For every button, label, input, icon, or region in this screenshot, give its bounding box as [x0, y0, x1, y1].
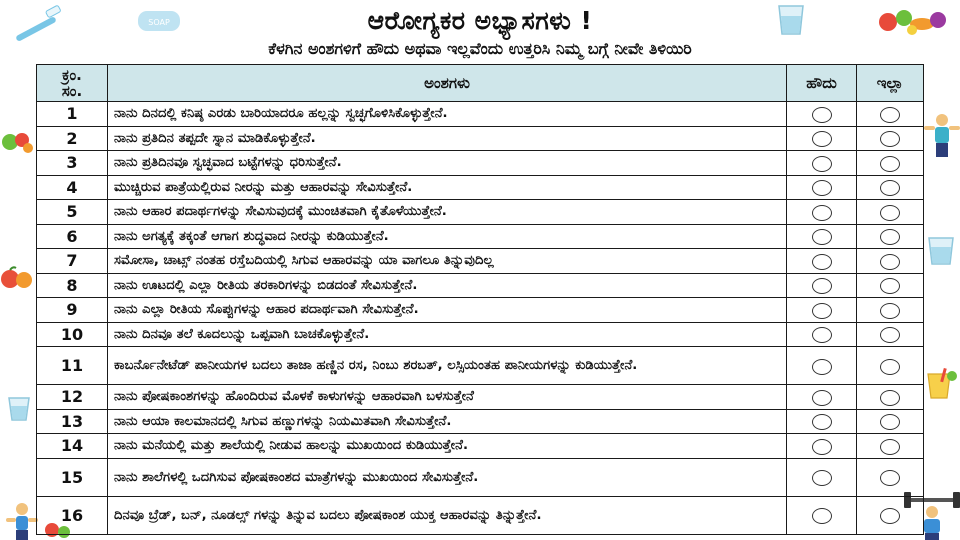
table-row	[37, 347, 924, 385]
yes-option-cell	[787, 175, 857, 200]
yes-option-cell	[787, 200, 857, 225]
row-statement: ನಾನು ಪ್ರತಿದಿನವೂ ಸ್ವಚ್ಛವಾದ ಬಟ್ಟೆಗಳನ್ನು ಧರಿಸುತ್ತೇನೆ.	[108, 151, 787, 176]
page-subtitle: ಕೆಳಗಿನ ಅಂಶಗಳಿಗೆ ಹೌದು ಅಥವಾ ಇಲ್ಲವೆಂದು ಉತ್ತರಿಸಿ ನಿಮ್ಮ ಬಗ್ಗೆ ನೀವೇ ತಿಳಿಯಿರಿ	[268, 39, 692, 58]
row-number: 1	[37, 102, 108, 127]
no-header: ಇಲ್ಲಾ	[857, 65, 924, 102]
yes-radio[interactable]	[812, 390, 832, 406]
water-glass-icon	[6, 396, 32, 422]
no-option-cell	[857, 273, 924, 298]
no-option-cell	[857, 151, 924, 176]
no-option-cell	[857, 322, 924, 347]
yes-option-cell	[787, 151, 857, 176]
no-option-cell	[857, 224, 924, 249]
table-row	[37, 322, 924, 347]
row-number: 14	[37, 434, 108, 459]
yes-radio[interactable]	[812, 414, 832, 430]
row-statement: ನಾನು ಆಹಾರ ಪದಾರ್ಥಗಳನ್ನು ಸೇವಿಸುವುದಕ್ಕೆ ಮುಂಚಿತವಾಗಿ ಕೈತೊಳೆಯುತ್ತೇನೆ.	[108, 200, 787, 225]
table-row	[37, 126, 924, 151]
yes-option-cell	[787, 322, 857, 347]
yes-option-cell	[787, 385, 857, 410]
row-number: 7	[37, 249, 108, 274]
items-header: ಅಂಶಗಳು	[108, 65, 787, 102]
yes-option-cell	[787, 458, 857, 496]
no-radio[interactable]	[880, 278, 900, 294]
no-option-cell	[857, 298, 924, 323]
table-row	[37, 298, 924, 323]
row-statement: ನಾನು ದಿನದಲ್ಲಿ ಕನಿಷ್ಠ ಎರಡು ಬಾರಿಯಾದರೂ ಹಲ್ಲನ್ನು ಸ್ವಚ್ಛಗೊಳಿಸಿಕೊಳ್ಳುತ್ತೇನೆ.	[108, 102, 787, 127]
row-number: 9	[37, 298, 108, 323]
row-number: 3	[37, 151, 108, 176]
no-radio[interactable]	[880, 254, 900, 270]
table-row	[37, 200, 924, 225]
no-radio[interactable]	[880, 508, 900, 524]
no-option-cell	[857, 496, 924, 534]
yes-radio[interactable]	[812, 278, 832, 294]
table-row	[37, 249, 924, 274]
no-option-cell	[857, 102, 924, 127]
row-statement: ಕಾಬರ್ನೊನೇಟೆಡ್ ಪಾನೀಯಗಳ ಬದಲು ತಾಜಾ ಹಣ್ಣಿನ ರಸ, ನಿಂಬು ಶರಬತ್, ಲಸ್ಸಿಯಂತಹ ಪಾನೀಯಗಳನ್ನು ಕುಡಿಯುತ್ತೇನೆ.	[108, 347, 787, 385]
yes-radio[interactable]	[812, 180, 832, 196]
row-number: 2	[37, 126, 108, 151]
yes-option-cell	[787, 102, 857, 127]
row-number: 11	[37, 347, 108, 385]
row-statement: ಮುಚ್ಚಿರುವ ಪಾತ್ರೆಯಲ್ಲಿರುವ ನೀರನ್ನು ಮತ್ತು ಆಹಾರವನ್ನು ಸೇವಿಸುತ್ತೇನೆ.	[108, 175, 787, 200]
table-row	[37, 385, 924, 410]
row-statement: ದಿನವೂ ಬ್ರೆಡ್, ಬನ್, ನೂಡಲ್ಸ್ ಗಳನ್ನು ತಿನ್ನುವ ಬದಲು ಪೋಷಕಾಂಶ ಯುಕ್ತ ಆಹಾರವನ್ನು ತಿನ್ನುತ್ತೇನೆ.	[108, 496, 787, 534]
no-radio[interactable]	[880, 359, 900, 375]
no-radio[interactable]	[880, 390, 900, 406]
habits-table	[36, 64, 924, 535]
exercise-person-icon	[924, 112, 960, 158]
row-statement: ಸಮೋಸಾ, ಚಾಟ್ಸ್ ನಂತಹ ರಸ್ತೆಬದಿಯಲ್ಲಿ ಸಿಗುವ ಆಹಾರವನ್ನು ಯಾ ವಾಗಲೂ ತಿನ್ನುವುದಿಲ್ಲ	[108, 249, 787, 274]
yes-option-cell	[787, 496, 857, 534]
row-number: 8	[37, 273, 108, 298]
no-option-cell	[857, 347, 924, 385]
yes-radio[interactable]	[812, 205, 832, 221]
row-statement: ನಾನು ದಿನವೂ ತಲೆ ಕೂದಲುನ್ನು ಒಪ್ಪವಾಗಿ ಬಾಚಕೊಳ್ಳುತ್ತೇನೆ.	[108, 322, 787, 347]
row-statement: ನಾನು ಅಗತ್ಯಕ್ಕೆ ತಕ್ಕಂತೆ ಆಗಾಗ ಶುದ್ಧವಾದ ನೀರನ್ನು ಕುಡಿಯುತ್ತೇನೆ.	[108, 224, 787, 249]
row-statement: ನಾನು ಆಯಾ ಕಾಲಮಾನದಲ್ಲಿ ಸಿಗುವ ಹಣ್ಣುಗಳನ್ನು ನಿಯಮಿತವಾಗಿ ಸೇವಿಸುತ್ತೇನೆ.	[108, 409, 787, 434]
no-radio[interactable]	[880, 131, 900, 147]
no-radio[interactable]	[880, 327, 900, 343]
row-number: 16	[37, 496, 108, 534]
table-row	[37, 458, 924, 496]
yes-option-cell	[787, 347, 857, 385]
table-row	[37, 409, 924, 434]
yes-radio[interactable]	[812, 359, 832, 375]
row-number: 15	[37, 458, 108, 496]
row-statement: ನಾನು ಊಟದಲ್ಲಿ ಎಲ್ಲಾ ರೀತಿಯ ತರಕಾರಿಗಳನ್ನು ಬಿಡದಂತೆ ಸೇವಿಸುತ್ತೇನೆ.	[108, 273, 787, 298]
table-row	[37, 273, 924, 298]
no-option-cell	[857, 458, 924, 496]
row-statement: ನಾನು ಶಾಲೆಗಳಲ್ಲಿ ಒದಗಿಸುವ ಪೋಷಕಾಂಶದ ಮಾತ್ರೆಗಳನ್ನು ಮುಖಯಿಂದ ಸೇವಿಸುತ್ತೇನೆ.	[108, 458, 787, 496]
yes-radio[interactable]	[812, 156, 832, 172]
row-statement: ನಾನು ಎಲ್ಲಾ ರೀತಿಯ ಸೊಪ್ಪುಗಳನ್ನು ಆಹಾರ ಪದಾರ್ಥವಾಗಿ ಸೇವಿಸುತ್ತೇನೆ.	[108, 298, 787, 323]
yes-radio[interactable]	[812, 508, 832, 524]
yes-radio[interactable]	[812, 229, 832, 245]
yes-radio[interactable]	[812, 254, 832, 270]
no-radio[interactable]	[880, 439, 900, 455]
table-row	[37, 175, 924, 200]
row-number: 5	[37, 200, 108, 225]
no-option-cell	[857, 200, 924, 225]
no-option-cell	[857, 409, 924, 434]
yes-radio[interactable]	[812, 131, 832, 147]
no-radio[interactable]	[880, 229, 900, 245]
row-number: 13	[37, 409, 108, 434]
no-radio[interactable]	[880, 470, 900, 486]
yes-header: ಹೌದು	[787, 65, 857, 102]
yes-radio[interactable]	[812, 327, 832, 343]
vegetables-icon	[0, 128, 34, 154]
yes-option-cell	[787, 434, 857, 459]
serial-header-line1: ಕ್ರಂ.	[62, 66, 82, 84]
no-radio[interactable]	[880, 107, 900, 123]
no-option-cell	[857, 385, 924, 410]
row-statement: ನಾನು ಪ್ರತಿದಿನ ತಪ್ಪದೇ ಸ್ನಾನ ಮಾಡಿಕೊಳ್ಳುತ್ತೇನೆ.	[108, 126, 787, 151]
table-header-row	[37, 65, 924, 102]
yes-option-cell	[787, 249, 857, 274]
serial-header-line2: ಸಂ.	[61, 82, 83, 100]
yes-option-cell	[787, 273, 857, 298]
no-option-cell	[857, 434, 924, 459]
no-radio[interactable]	[880, 156, 900, 172]
row-number: 12	[37, 385, 108, 410]
table-row	[37, 496, 924, 534]
juice-icon	[922, 368, 958, 400]
no-radio[interactable]	[880, 205, 900, 221]
yes-option-cell	[787, 224, 857, 249]
yes-option-cell	[787, 409, 857, 434]
table-row	[37, 224, 924, 249]
fruit-icon	[0, 266, 34, 290]
row-number: 6	[37, 224, 108, 249]
row-number: 4	[37, 175, 108, 200]
no-radio[interactable]	[880, 180, 900, 196]
yes-radio[interactable]	[812, 470, 832, 486]
row-number: 10	[37, 322, 108, 347]
no-radio[interactable]	[880, 414, 900, 430]
no-option-cell	[857, 249, 924, 274]
no-option-cell	[857, 175, 924, 200]
table-row	[37, 102, 924, 127]
soap-label: SOAP	[148, 18, 170, 27]
yes-radio[interactable]	[812, 303, 832, 319]
no-option-cell	[857, 126, 924, 151]
water-glass-icon	[926, 236, 956, 266]
yes-option-cell	[787, 298, 857, 323]
page-title: ಆರೋಗ್ಯಕರ ಅಭ್ಯಾಸಗಳು !	[367, 6, 593, 35]
serial-number-header	[37, 65, 108, 102]
no-radio[interactable]	[880, 303, 900, 319]
row-statement: ನಾನು ಪೋಷಕಾಂಶಗಳನ್ನು ಹೊಂದಿರುವ ಮೊಳಕೆ ಕಾಳುಗಳನ್ನು ಆಹಾರವಾಗಿ ಬಳಸುತ್ತೇನೆ	[108, 385, 787, 410]
table-row	[37, 434, 924, 459]
yes-radio[interactable]	[812, 107, 832, 123]
yes-radio[interactable]	[812, 439, 832, 455]
table-row	[37, 151, 924, 176]
yes-option-cell	[787, 126, 857, 151]
row-statement: ನಾನು ಮನೆಯಲ್ಲಿ ಮತ್ತು ಶಾಲೆಯಲ್ಲಿ ನೀಡುವ ಹಾಲನ್ನು ಮುಖಯಿಂದ ಕುಡಿಯುತ್ತೇನೆ.	[108, 434, 787, 459]
